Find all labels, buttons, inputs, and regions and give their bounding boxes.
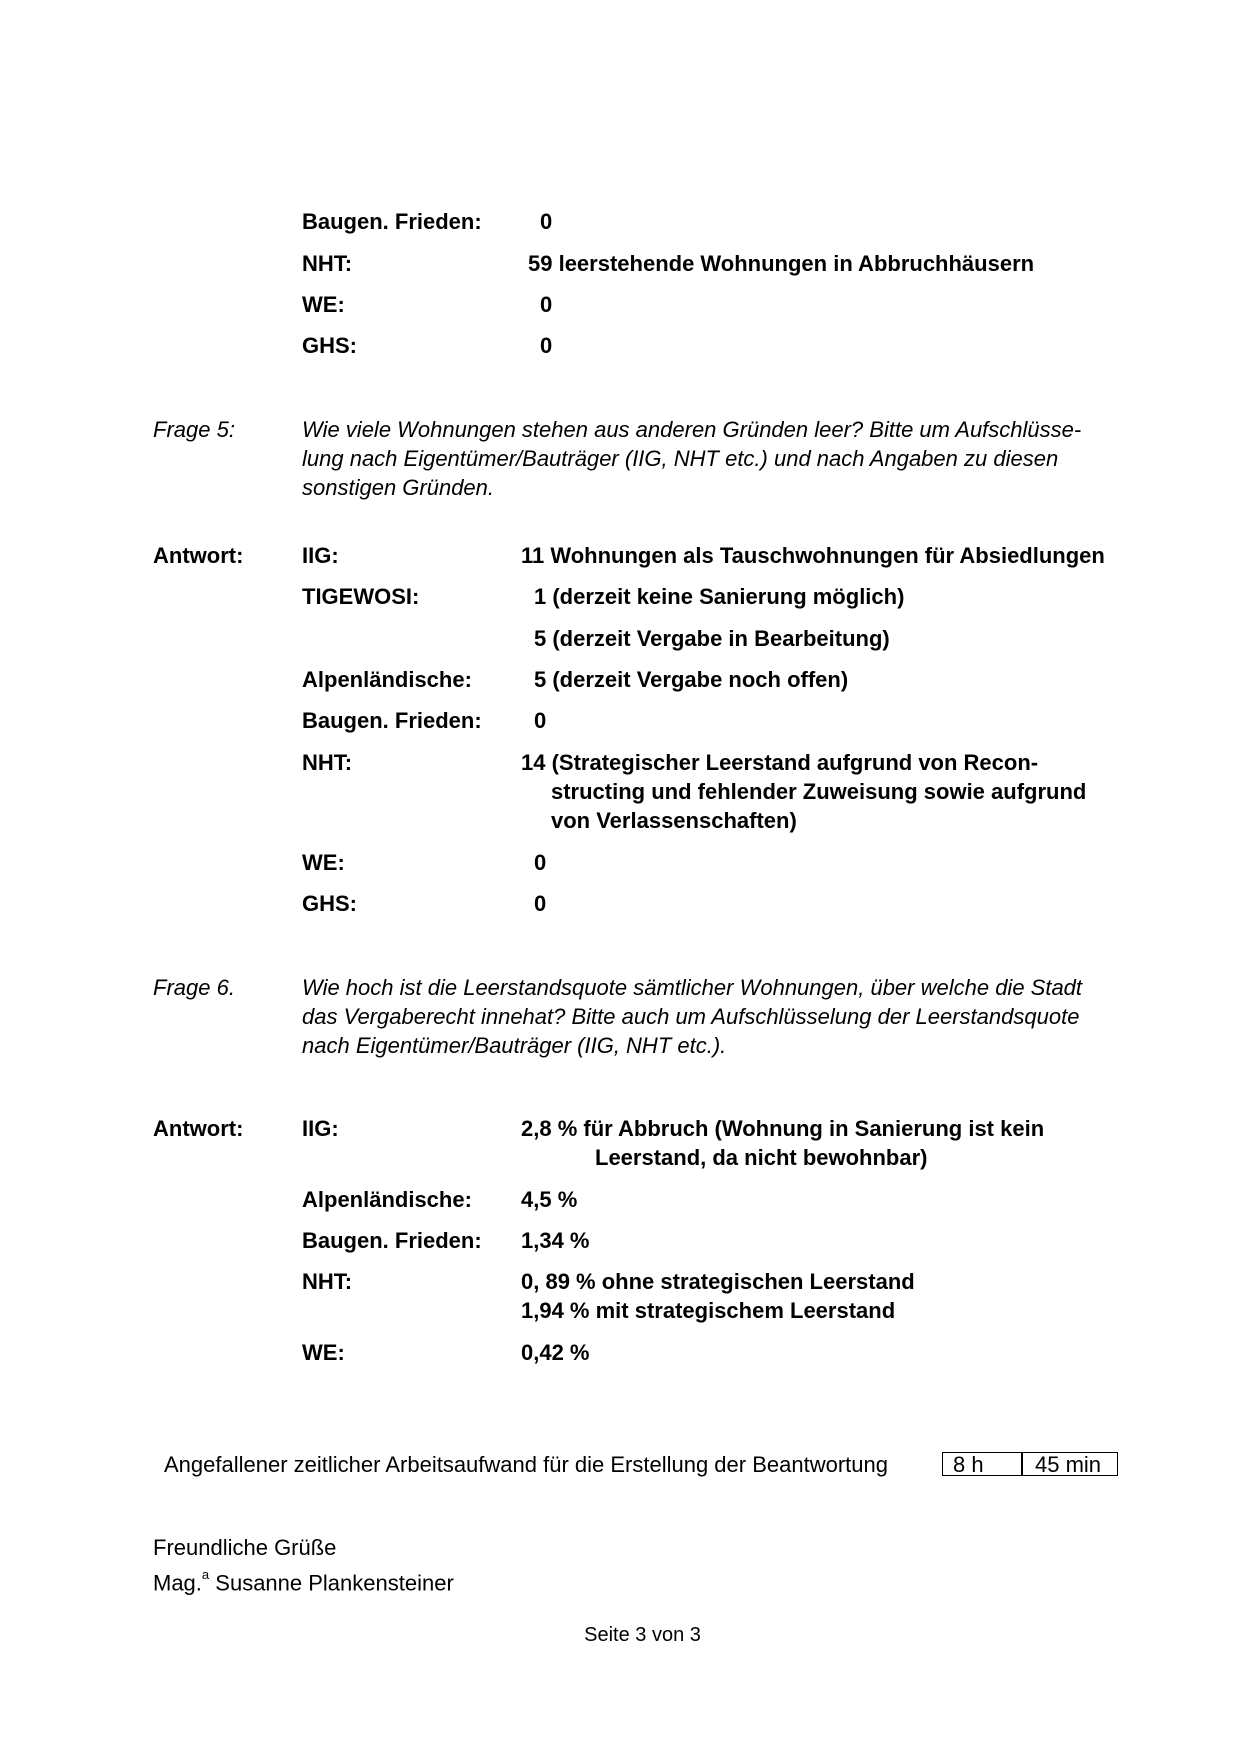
a5-value-tigewosi: 1 (derzeit keine Sanierung möglich): [534, 584, 905, 609]
frage5-label: Frage 5:: [153, 417, 235, 442]
closing-greeting: Freundliche Grüße: [153, 1535, 337, 1560]
closing-title: Mag.: [153, 1570, 202, 1596]
aufwand-minutes-box: 45 min: [1021, 1452, 1118, 1476]
frage6-line-1: Wie hoch ist die Leerstandsquote sämtlicher Wohnungen, über welche die Stadt: [302, 975, 1083, 1000]
a5-label-iig: IIG:: [302, 543, 339, 568]
a5-label-ghs: GHS:: [302, 891, 357, 916]
antwort5-label: Antwort:: [153, 543, 244, 568]
a5-label-nht: NHT:: [302, 750, 353, 775]
a5-value-nht-line-3: von Verlassenschaften): [551, 808, 797, 833]
a5-value-ghs: 0: [534, 891, 547, 916]
a6-value-iig-line-2: Leerstand, da nicht bewohnbar): [595, 1145, 928, 1170]
a5-label-baugen: Baugen. Frieden:: [302, 708, 482, 733]
a6-value-we: 0,42 %: [521, 1340, 590, 1365]
closing-name: Susanne Plankensteiner: [215, 1570, 454, 1596]
antwort6-label: Antwort:: [153, 1116, 244, 1141]
aufwand-hours-box: 8 h: [942, 1452, 1023, 1476]
frage5-line-2: lung nach Eigentümer/Bauträger (IIG, NHT etc.) und nach Angaben zu diesen: [302, 446, 1059, 471]
a6-label-we: WE:: [302, 1340, 345, 1365]
a6-value-alpen: 4,5 %: [521, 1187, 578, 1212]
list1-value-nht: 59 leerstehende Wohnungen in Abbruchhäusern: [528, 251, 1035, 276]
a6-value-baugen: 1,34 %: [521, 1228, 590, 1253]
closing-signature: [153, 1563, 454, 1597]
a6-label-iig: IIG:: [302, 1116, 339, 1141]
a5-value-nht-line-2: structing und fehlender Zuweisung sowie aufgrund: [551, 779, 1087, 804]
a6-value-iig-line-1: 2,8 % für Abbruch (Wohnung in Sanierung ist kein: [521, 1116, 1045, 1141]
list1-label-we: WE:: [302, 292, 345, 317]
a6-value-nht-line-2: 1,94 % mit strategischem Leerstand: [521, 1298, 896, 1323]
list1-value-baugen: 0: [540, 209, 553, 234]
a5-value-alpen: 5 (derzeit Vergabe noch offen): [534, 667, 849, 692]
a5-label-alpen: Alpenländische:: [302, 667, 472, 692]
a6-label-alpen: Alpenländische:: [302, 1187, 472, 1212]
closing-title-superscript: a: [201, 1567, 210, 1582]
a6-label-baugen: Baugen. Frieden:: [302, 1228, 482, 1253]
list1-value-we: 0: [540, 292, 553, 317]
a6-value-nht-line-1: 0, 89 % ohne strategischen Leerstand: [521, 1269, 915, 1294]
a5-label-tigewosi: TIGEWOSI:: [302, 584, 420, 609]
a6-label-nht: NHT:: [302, 1269, 353, 1294]
a5-value-iig: 11 Wohnungen als Tauschwohnungen für Absiedlungen: [521, 543, 1105, 568]
aufwand-text: Angefallener zeitlicher Arbeitsaufwand für die Erstellung der Beantwortung: [164, 1452, 888, 1477]
a5-value-tigewosi-2: 5 (derzeit Vergabe in Bearbeitung): [534, 626, 890, 651]
frage6-label: Frage 6.: [153, 975, 235, 1000]
a5-value-baugen: 0: [534, 708, 547, 733]
list1-label-baugen: Baugen. Frieden:: [302, 209, 482, 234]
a5-value-we: 0: [534, 850, 547, 875]
frage6-line-3: nach Eigentümer/Bauträger (IIG, NHT etc.).: [302, 1033, 727, 1058]
list1-label-ghs: GHS:: [302, 333, 357, 358]
frage5-line-3: sonstigen Gründen.: [302, 475, 495, 500]
list1-value-ghs: 0: [540, 333, 553, 358]
frage5-line-1: Wie viele Wohnungen stehen aus anderen Gründen leer? Bitte um Aufschlüsse-: [302, 417, 1082, 442]
a5-label-we: WE:: [302, 850, 345, 875]
frage6-line-2: das Vergaberecht innehat? Bitte auch um Aufschlüsselung der Leerstandsquote: [302, 1004, 1080, 1029]
list1-label-nht: NHT:: [302, 251, 353, 276]
page-footer: Seite 3 von 3: [584, 1624, 701, 1646]
a5-value-nht-line-1: 14 (Strategischer Leerstand aufgrund von Recon-: [521, 750, 1039, 775]
